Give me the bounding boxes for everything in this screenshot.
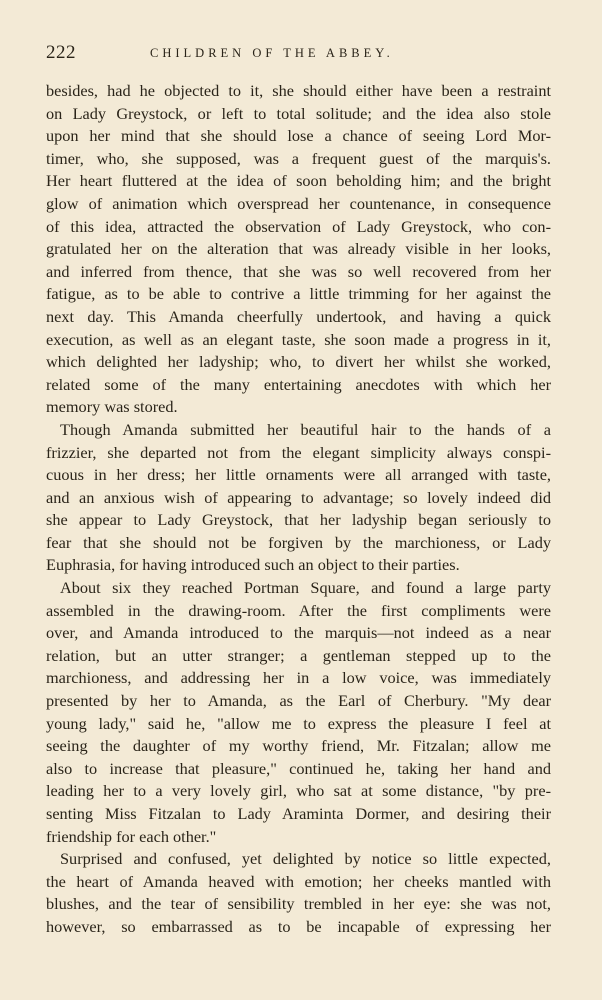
text-line: leading her to a very lovely girl, who sat at some distance, "by pre- bbox=[46, 781, 551, 801]
text-line: and an anxious wish of appearing to advantage; so lovely indeed did bbox=[46, 487, 551, 507]
text-line: fatigue, as to be able to contrive a little trimming for her against the bbox=[46, 284, 551, 304]
text-line: fear that she should not be forgiven by the marchioness, or Lady bbox=[46, 532, 551, 552]
text-line: glow of animation which overspread her countenance, in consequence bbox=[46, 193, 551, 213]
body-text bbox=[46, 80, 551, 939]
text-line: the heart of Amanda heaved with emotion; her cheeks mantled with bbox=[46, 871, 551, 891]
text-line: senting Miss Fitzalan to Lady Araminta Dormer, and desiring their bbox=[46, 804, 551, 823]
text-line: seeing the daughter of my worthy friend, Mr. Fitzalan; allow me bbox=[46, 736, 551, 756]
text-line: besides, had he objected to it, she should either have been a restraint bbox=[46, 81, 551, 100]
text-line: cuous in her dress; her little ornaments were all arranged with taste, bbox=[46, 465, 551, 485]
text-line: relation, but an utter stranger; a gentleman stepped up to the bbox=[46, 645, 551, 665]
text-line: on Lady Greystock, or left to total solitude; and the idea also stole bbox=[46, 103, 551, 123]
text-line: Her heart fluttered at the idea of soon beholding him; and the bright bbox=[46, 171, 551, 191]
text-line: marchioness, and addressing her in a low voice, was immediately bbox=[46, 668, 551, 688]
text-line: blushes, and the tear of sensibility trembled in her eye: she was not, bbox=[46, 894, 551, 914]
paragraph-end-line: memory was stored. bbox=[46, 397, 178, 417]
text-line: which delighted her ladyship; who, to divert her whilst she worked, bbox=[46, 352, 551, 372]
paragraph-start-line: About six they reached Portman Square, and found a large party bbox=[60, 578, 551, 598]
text-line: gratulated her on the alteration that was already visible in her looks, bbox=[46, 239, 551, 259]
page-header bbox=[46, 42, 560, 66]
page-number: 222 bbox=[46, 42, 76, 63]
text-line: related some of the many entertaining anecdotes with which her bbox=[46, 374, 551, 394]
text-line: assembled in the drawing-room. After the first compliments were bbox=[46, 600, 551, 620]
text-line: however, so embarrassed as to be incapable of expressing her bbox=[46, 916, 551, 936]
text-line: and inferred from thence, that she was so well recovered from her bbox=[46, 261, 551, 281]
paragraph-end-line: Euphrasia, for having introduced such an object to their parties. bbox=[46, 555, 460, 575]
text-line: also to increase that pleasure," continued he, taking her hand and bbox=[46, 758, 551, 778]
text-line: frizzier, she departed not from the elegant simplicity always conspi- bbox=[46, 442, 551, 462]
text-line: over, and Amanda introduced to the marquis—not indeed as a near bbox=[46, 623, 551, 643]
running-head: CHILDREN OF THE ABBEY. bbox=[150, 46, 394, 60]
text-line: presented by her to Amanda, as the Earl of Cherbury. "My dear bbox=[46, 691, 551, 711]
text-line: of this idea, attracted the observation of Lady Greystock, who con- bbox=[46, 216, 551, 236]
paragraph-start-line: Surprised and confused, yet delighted by notice so little expected, bbox=[60, 849, 551, 869]
paragraph-end-line: friendship for each other." bbox=[46, 826, 217, 846]
paragraph-start-line: Though Amanda submitted her beautiful hair to the hands of a bbox=[60, 419, 551, 439]
text-line: she appear to Lady Greystock, that her ladyship began seriously to bbox=[46, 510, 551, 530]
text-line: timer, who, she supposed, was a frequent guest of the marquis's. bbox=[46, 148, 551, 168]
text-line: upon her mind that she should lose a chance of seeing Lord Mor- bbox=[46, 126, 551, 146]
text-line: young lady," said he, "allow me to express the pleasure I feel at bbox=[46, 713, 551, 733]
text-line: execution, as well as an elegant taste, she soon made a progress in it, bbox=[46, 329, 551, 349]
text-line: next day. This Amanda cheerfully undertook, and having a quick bbox=[46, 306, 551, 326]
